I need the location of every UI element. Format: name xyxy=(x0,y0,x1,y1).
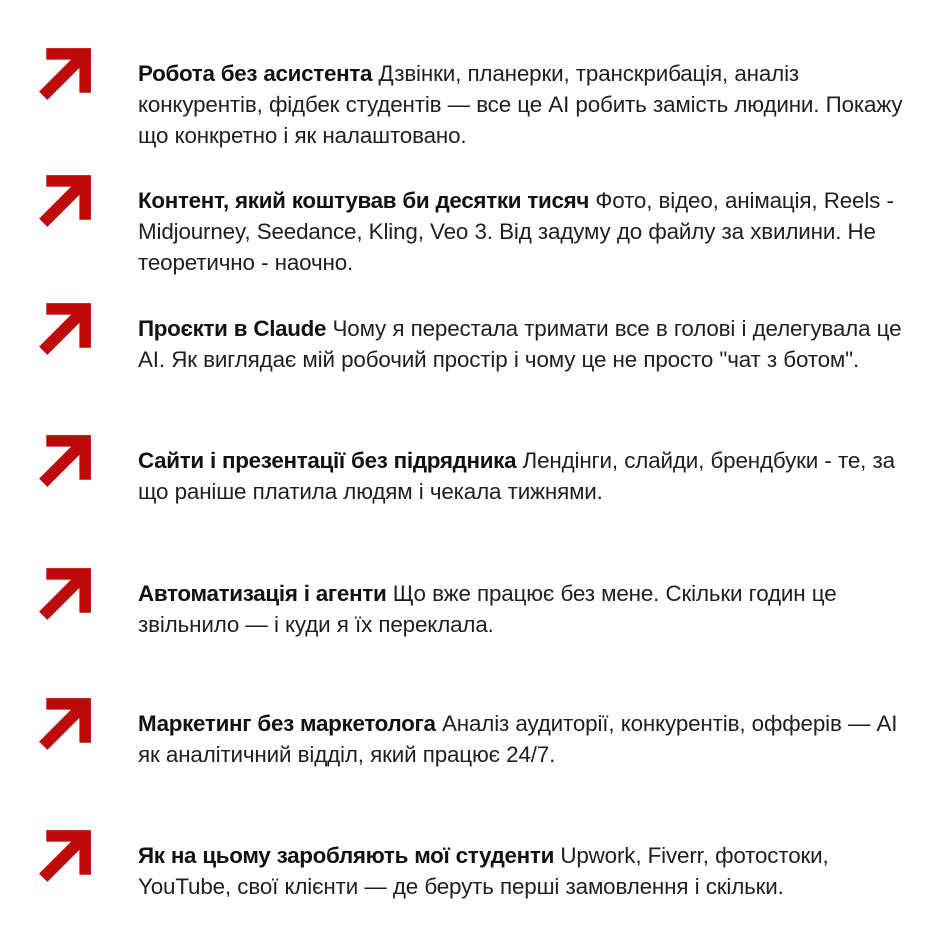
list-item xyxy=(0,163,950,301)
list-item-lead: Проєкти в Claude xyxy=(138,316,327,342)
list-item-body: Що вже працює без мене. Скільки годин це звільнило — і куди я їх переклала. xyxy=(138,581,837,638)
list-item-text xyxy=(138,445,950,507)
list-item-lead: Контент, який коштував би десятки тисяч xyxy=(138,188,590,214)
arrow-up-right-icon xyxy=(29,165,101,237)
list-item-lead: Сайти і презентації без підрядника xyxy=(138,448,517,474)
list-item-lead: Робота без асистента xyxy=(138,61,373,87)
list-item xyxy=(0,556,950,663)
list-item xyxy=(0,686,950,793)
list-item-text xyxy=(138,58,950,151)
arrow-up-right-icon xyxy=(29,688,101,760)
list-item-text xyxy=(138,578,950,640)
list-item-lead: Автоматизація і агенти xyxy=(138,581,387,607)
list-item xyxy=(0,36,950,174)
list-item-lead: Як на цьому заробляють мої студенти xyxy=(138,843,555,869)
list-item-body: Чому я перестала тримати все в голові і делегувала це AI. Як виглядає мій робочий простір і чому це не просто "чат з ботом". xyxy=(138,316,902,373)
list-item-body: Upwork, Fiverr, фотостоки, YouTube, свої клієнти — де беруть перші замовлення і скільки. xyxy=(138,843,829,900)
list-item xyxy=(0,291,950,398)
list-item xyxy=(0,423,950,530)
list-item-body: Лендінги, слайди, брендбуки - те, за що раніше платила людям і чекала тижнями. xyxy=(138,448,895,505)
list-item-text xyxy=(138,840,950,902)
arrow-up-right-icon xyxy=(29,558,101,630)
list-item-text xyxy=(138,185,950,278)
list-item xyxy=(0,818,950,925)
arrow-up-right-icon xyxy=(29,425,101,497)
arrow-up-right-icon xyxy=(29,293,101,365)
list-item-body: Фото, відео, анімація, Reels - Midjourney, Seedance, Kling, Veo 3. Від задуму до файлу за хвилини. Не теоретично - наочно. xyxy=(138,188,894,276)
list-item-body: Дзвінки, планерки, транскрибація, аналіз конкурентів, фідбек студентів — все це AI робить замість людини. Покажу що конкретно і як налаштовано. xyxy=(138,61,903,149)
list-item-lead: Маркетинг без маркетолога xyxy=(138,711,436,737)
list-item-body: Аналіз аудиторії, конкурентів, офферів — AI як аналітичний відділ, який працює 24/7. xyxy=(138,711,898,768)
arrow-up-right-icon xyxy=(29,820,101,892)
arrow-up-right-icon xyxy=(29,38,101,110)
list-item-text xyxy=(138,313,950,375)
list-item-text xyxy=(138,708,950,770)
